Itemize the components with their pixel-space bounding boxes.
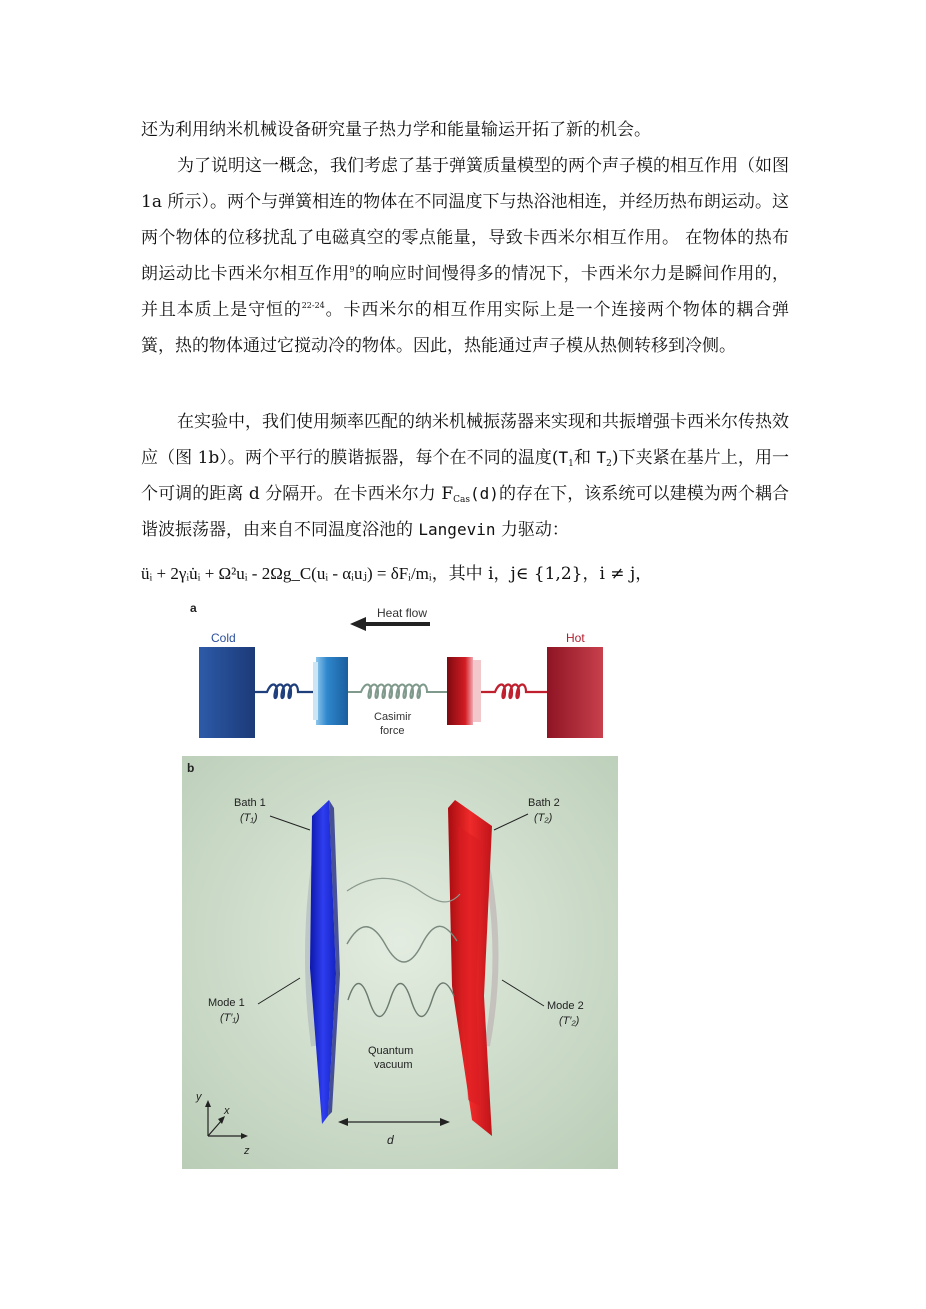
- paragraph-text: 力驱动：: [500, 520, 569, 540]
- mode2-label: Mode 2: [547, 1000, 584, 1012]
- heat-flow-label: Heat flow: [377, 606, 428, 620]
- figure-1a: [185, 600, 740, 745]
- subscript: Cas: [453, 495, 470, 505]
- citation: 22-24: [301, 301, 325, 310]
- hot-mass-edge: [473, 660, 481, 722]
- cold-mass: [316, 657, 348, 725]
- distance-label: d: [387, 1133, 394, 1147]
- paragraph-text: 。卡西米尔的相互作用实际上是一个连接两个物体的耦合弹簧，热的物体通过它搅动冷的物体。因此，热能通过声子模从热侧转移到冷侧。: [141, 300, 790, 356]
- heat-flow-arrow: [365, 622, 430, 626]
- hot-bath-block: [547, 647, 603, 738]
- mode1-temp: (T′₁): [220, 1012, 240, 1024]
- axis-y-label: y: [196, 1091, 202, 1103]
- axis-z-label: z: [244, 1145, 250, 1157]
- paragraph-text: 为了说明这一概念，我们考虑了基于弹簧质量模型的两个声子模的相互作用（如图 1a 所示）。两个与弹簧相连的物体在不同温度下与热浴池相连，并经历热布朗运动。这两个物体的位移扰乱了电磁真空的零点能量，导致卡西米尔相互作用。 在物体的热布朗运动比卡西米尔相互作用: [141, 156, 789, 284]
- symbol: (d): [470, 484, 499, 503]
- spring-right: [481, 685, 547, 699]
- casimir-label-line2: force: [380, 725, 405, 737]
- equation-condition: ，其中 i，j∈ {1,2}，i ≠ j，: [431, 564, 653, 584]
- casimir-label-line1: Casimir: [374, 711, 412, 723]
- symbol: T: [596, 448, 607, 467]
- bath1-temp: (T₁): [240, 812, 258, 824]
- paragraph-text: )下夹紧在基片上，用一个可调的距离 d 分隔开。在卡西米尔力 F: [141, 448, 790, 504]
- spring-left: [255, 685, 315, 699]
- figure-1b: [182, 756, 618, 1169]
- cold-mass-edge: [313, 662, 318, 720]
- paragraph-text: 还为利用纳米机械设备研究量子热力学和能量输运开拓了新的机会。: [141, 120, 651, 140]
- citation: 9: [349, 265, 355, 274]
- equation: üᵢ + 2γᵢu̇ᵢ + Ω²uᵢ - 2Ωg_C(uᵢ - αᵢuⱼ) = δFᵢ/mᵢ: [141, 564, 432, 583]
- bath2-label: Bath 2: [528, 797, 560, 809]
- panel-label-b: b: [187, 761, 195, 775]
- paragraph-experiment: [141, 404, 789, 548]
- paragraph-intro: [141, 112, 789, 148]
- mode2-temp: (T′₂): [559, 1015, 580, 1027]
- subscript: 2: [606, 459, 612, 469]
- symbol: Langevin: [418, 520, 496, 539]
- mode1-label: Mode 1: [208, 997, 245, 1009]
- equation-line: [141, 556, 801, 592]
- symbol: T: [558, 448, 569, 467]
- subscript: 1: [568, 459, 574, 469]
- quantum-vacuum-line2: vacuum: [374, 1059, 413, 1071]
- hot-label: Hot: [566, 631, 585, 645]
- paragraph-text: 的响应时间慢得多的情况下，卡西米尔力是瞬间作用的，并且本质上是守恒的: [141, 264, 790, 320]
- panel-label-a: a: [190, 601, 197, 615]
- paragraph-concept: [141, 148, 789, 364]
- cold-label: Cold: [211, 631, 236, 645]
- hot-mass: [447, 657, 473, 725]
- axis-x-label: x: [224, 1105, 230, 1117]
- paragraph-text: 的存在下，该系统可以建模为两个耦合谐波振荡器，由来自不同温度浴池的: [141, 484, 790, 540]
- casimir-spring: [348, 685, 447, 699]
- cold-bath-block: [199, 647, 255, 738]
- bath1-label: Bath 1: [234, 797, 266, 809]
- heat-flow-arrowhead: [350, 617, 366, 631]
- bath2-temp: (T₂): [534, 812, 553, 824]
- paragraph-text: 和: [573, 448, 592, 468]
- quantum-vacuum-line1: Quantum: [368, 1045, 414, 1057]
- paragraph-text: 在实验中，我们使用频率匹配的纳米机械振荡器来实现和共振增强卡西米尔传热效应（图 1b）。两个平行的膜谐振器，每个在不同的温度(: [141, 412, 789, 468]
